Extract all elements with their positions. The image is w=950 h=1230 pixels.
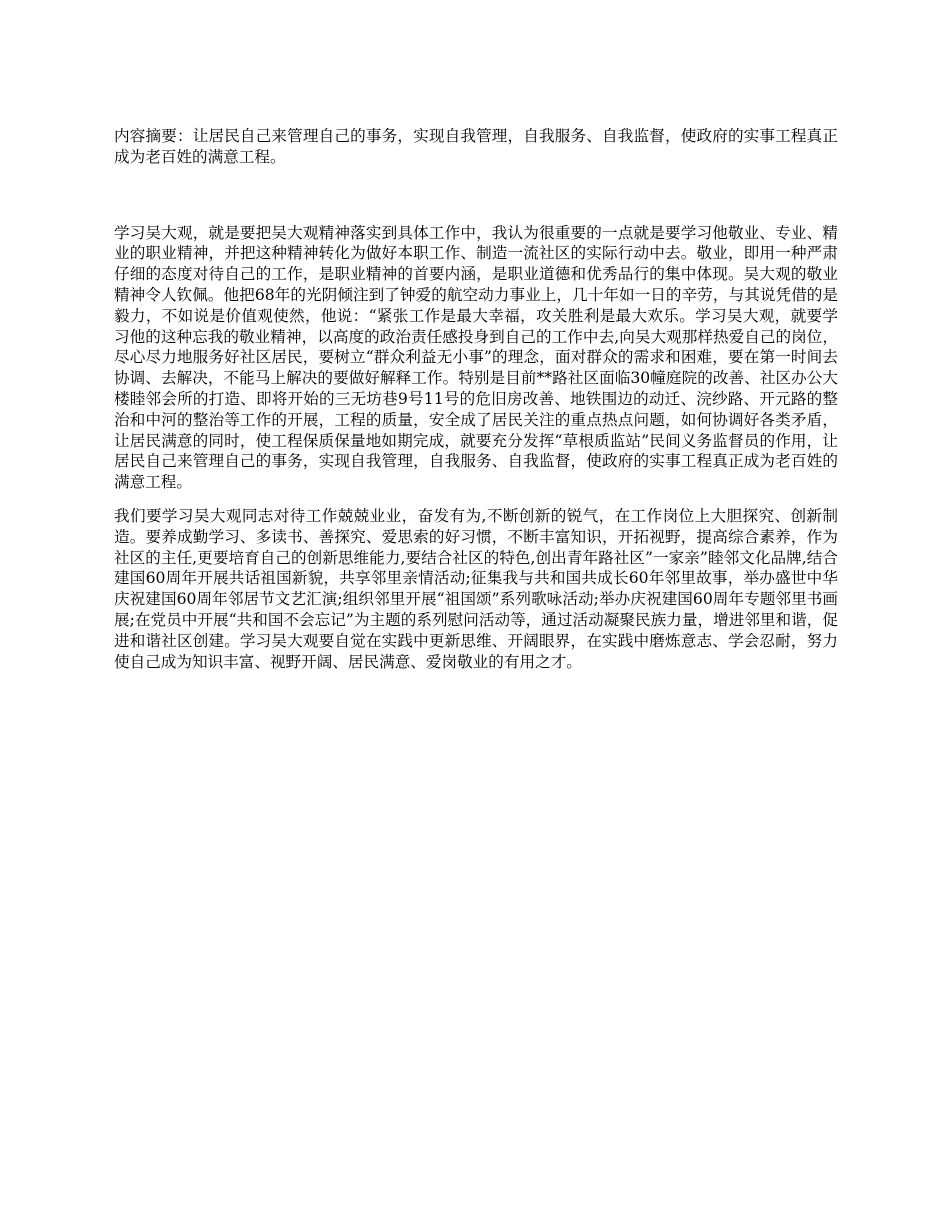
document-page	[114, 126, 838, 672]
body-paragraph-1: 学习吴大观，就是要把吴大观精神落实到具体工作中，我认为很重要的一点就是要学习他敬业、专业、精业的职业精神，并把这种精神转化为做好本职工作、制造一流社区的实际行动中去。敬业，即用一种严肃仔细的态度对待自己的工作，是职业精神的首要内涵，是职业道德和优秀品行的集中体现。吴大观的敬业精神令人钦佩。他把68年的光阴倾注到了钟爱的航空动力事业上，几十年如一日的辛劳，与其说凭借的是毅力，不如说是价值观使然，他说：“紧张工作是最大幸福，攻关胜利是最大欢乐。学习吴大观，就要学习他的这种忘我的敬业精神，以高度的政治责任感投身到自己的工作中去,向吴大观那样热爱自己的岗位，尽心尽力地服务好社区居民，要树立“群众利益无小事”的理念，面对群众的需求和困难，要在第一时间去协调、去解决，不能马上解决的要做好解释工作。特别是目前**路社区面临30幢庭院的改善、社区办公大楼睦邻会所的打造、即将开始的三无坊巷9号11号的危旧房改善、地铁围边的动迁、浣纱路、开元路的整治和中河的整治等工作的开展，工程的质量，安全成了居民关注的重点热点问题，如何协调好各类矛盾，让居民满意的同时，使工程保质保量地如期完成，就要充分发挥“草根质监站”民间义务监督员的作用，让居民自己来管理自己的事务，实现自我管理，自我服务、自我监督，使政府的实事工程真正成为老百姓的满意工程。	[114, 223, 838, 492]
body-paragraph-2: 我们要学习吴大观同志对待工作兢兢业业，奋发有为,不断创新的锐气，在工作岗位上大胆探究、创新制造。要养成勤学习、多读书、善探究、爱思索的好习惯，不断丰富知识，开拓视野，提高综合素养，作为社区的主任,更要培育自己的创新思维能力,要结合社区的特色,创出青年路社区”一家亲”睦邻文化品牌,结合建国60周年开展共话祖国新貌，共享邻里亲情活动;征集我与共和国共成长60年邻里故事，举办盛世中华庆祝建国60周年邻居节文艺汇演;组织邻里开展“祖国颂”系列歌咏活动;举办庆祝建国60周年专题邻里书画展;在党员中开展“共和国不会忘记”为主题的系列慰问活动等，通过活动凝聚民族力量，增进邻里和谐，促进和谐社区创建。学习吴大观要自觉在实践中更新思维、开阔眼界，在实践中磨炼意志、学会忍耐，努力使自己成为知识丰富、视野开阔、居民满意、爱岗敬业的有用之才。	[114, 506, 838, 671]
summary-paragraph: 内容摘要：让居民自己来管理自己的事务，实现自我管理，自我服务、自我监督，使政府的实事工程真正成为老百姓的满意工程。	[114, 127, 838, 166]
